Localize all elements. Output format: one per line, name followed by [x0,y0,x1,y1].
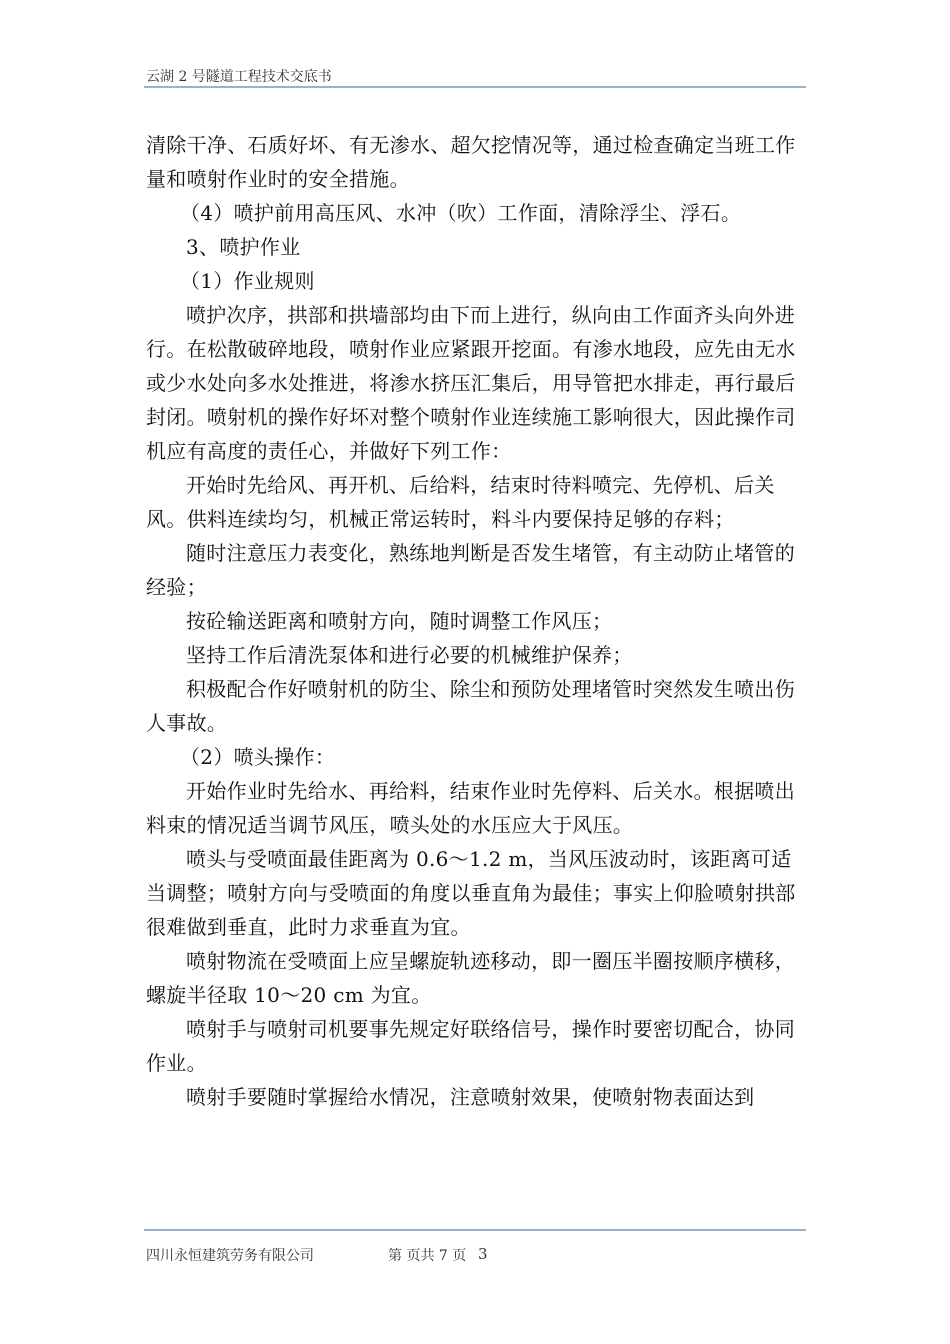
paragraph-dust-prevention: 积极配合作好喷射机的防尘、除尘和预防处理堵管时突然发生喷出伤人事故。 [146,677,795,735]
header-divider [144,86,806,88]
page-header-title: 云湖 2 号隧道工程技术交底书 [146,69,332,85]
paragraph-adjust-pressure: 按砼输送距离和喷射方向，随时调整工作风压； [186,609,613,633]
paragraph-step-4: （4）喷护前用高压风、水冲（吹）工作面，清除浮尘、浮石。 [180,201,742,225]
paragraph-spiral-motion: 喷射物流在受喷面上应呈螺旋轨迹移动，即一圈压半圈按顺序横移，螺旋半径取 10～20 cm 为宜。 [146,949,795,1007]
paragraph-signals: 喷射手与喷射司机要事先规定好联络信号，操作时要密切配合，协同作业。 [146,1017,795,1075]
footer-page-number: 3 [478,1245,488,1263]
footer-divider [144,1229,806,1231]
footer-page-label: 第 页共 7 页 [388,1248,467,1264]
paragraph-spray-sequence: 喷护次序，拱部和拱墙部均由下而上进行，纵向由工作面齐头向外进行。在松散破碎地段，喷射作业应紧跟开挖面。有渗水地段，应先由无水或少水处向多水处推进，将渗水挤压汇集后，用导管把水排走，再行最后封闭。喷射机的操作好坏对整个喷射作业连续施工影响很大，因此操作司机应有高度的责任心，并做好下列工作： [146,303,796,463]
paragraph-cleaning: 坚持工作后清洗泵体和进行必要的机械维护保养； [186,643,633,667]
document-body [146,128,810,1114]
section-heading-spray-work: 3、喷护作业 [186,235,301,259]
footer-company: 四川永恒建筑劳务有限公司 [146,1248,314,1264]
paragraph-continuation: 清除干净、石质好坏、有无渗水、超欠挖情况等，通过检查确定当班工作量和喷射作业时的安全措施。 [146,133,796,191]
paragraph-pressure-gauge: 随时注意压力表变化，熟练地判断是否发生堵管，有主动防止堵管的经验； [146,541,795,599]
subheading-nozzle-operation: （2）喷头操作： [180,745,336,769]
paragraph-start-stop: 开始时先给风、再开机、后给料，结束时待料喷完、先停机、后关风。供料连续均匀，机械正常运转时，料斗内要保持足够的存料； [146,473,775,531]
paragraph-water-feed: 开始作业时先给水、再给料，结束作业时先停料、后关水。根据喷出料束的情况适当调节风压，喷头处的水压应大于风压。 [146,779,795,837]
paragraph-water-control: 喷射手要随时掌握给水情况，注意喷射效果，使喷射物表面达到 [186,1085,755,1109]
paragraph-nozzle-distance: 喷头与受喷面最佳距离为 0.6～1.2 m，当风压波动时，该距离可适当调整；喷射方向与受喷面的角度以垂直角为最佳；事实上仰脸喷射拱部很难做到垂直，此时力求垂直为宜。 [146,847,796,939]
subheading-work-rules: （1）作业规则 [180,269,315,293]
